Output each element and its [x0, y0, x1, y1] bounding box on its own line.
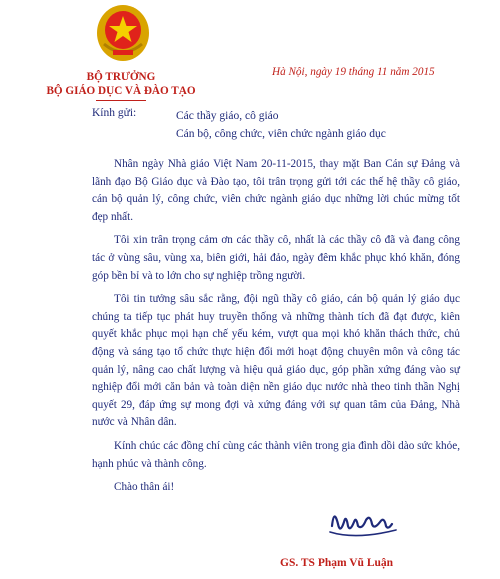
- recipient-line: Các thầy giáo, cô giáo: [176, 110, 279, 122]
- body-paragraph: Tôi tin tưởng sâu sắc rằng, đội ngũ thầy cô giáo, cán bộ quản lý giáo dục chúng ta tiếp tục phát huy truyền thống và những thành tích đã đạt được, kiên quyết khắc phục mọi hạn chế yếu kém, vượt qua mọi khó khăn thách thức, chủ động và sáng tạo tổ chức thực hiện đổi mới hoạt động chuyên môn và công tác quản lý, nâng cao chất lượng và hiệu quả giáo dục, góp phần xứng đáng vào sự nghiệp đổi mới căn bản và toàn diện nền giáo dục nước nhà theo tinh thần Nghị quyết 29, đáp ứng sự mong đợi và xứng đáng với sự quan tâm của Đảng, Nhà nước và Nhân dân.: [92, 293, 460, 429]
- header-divider: [96, 100, 146, 101]
- body-paragraph: Nhân ngày Nhà giáo Việt Nam 20-11-2015, thay mặt Ban Cán sự Đảng và lãnh đạo Bộ Giáo dục và Đào tạo, tôi trân trọng gửi tới các thế hệ thầy cô giáo, cán bộ quản lý, công chức, viên chức ngành giáo dục những lời chúc mừng tốt đẹp nhất.: [92, 158, 460, 223]
- dateline: Hà Nội, ngày 19 tháng 11 năm 2015: [272, 66, 435, 78]
- address-label: Kính gửi:: [92, 107, 137, 119]
- handwritten-signature: [326, 500, 406, 546]
- body-paragraph: Kính chúc các đồng chí cùng các thành viên trong gia đình dồi dào sức khỏe, hạnh phúc và thành công.: [92, 439, 460, 470]
- ministry-title: BỘ TRƯỞNG: [86, 71, 156, 83]
- ministry-name: BỘ GIÁO DỤC VÀ ĐÀO TẠO: [46, 85, 196, 97]
- body-paragraph: Tôi xin trân trọng cảm ơn các thầy cô, nhất là các thầy cô đã và đang công tác ở vùng sâu, vùng xa, biên giới, hải đảo, ngày đêm khắc phục khó khăn, đóng góp bền bỉ và to lớn cho sự nghiệp trồng người.: [92, 234, 460, 282]
- ministry-header: [46, 70, 196, 101]
- national-emblem-icon: [96, 4, 150, 62]
- recipients: [176, 107, 386, 143]
- signer-name: GS. TS Phạm Vũ Luận: [280, 557, 394, 569]
- closing-line: Chào thân ái!: [114, 481, 175, 494]
- letter-body: [92, 156, 460, 497]
- recipient-line: Cán bộ, công chức, viên chức ngành giáo dục: [176, 128, 386, 140]
